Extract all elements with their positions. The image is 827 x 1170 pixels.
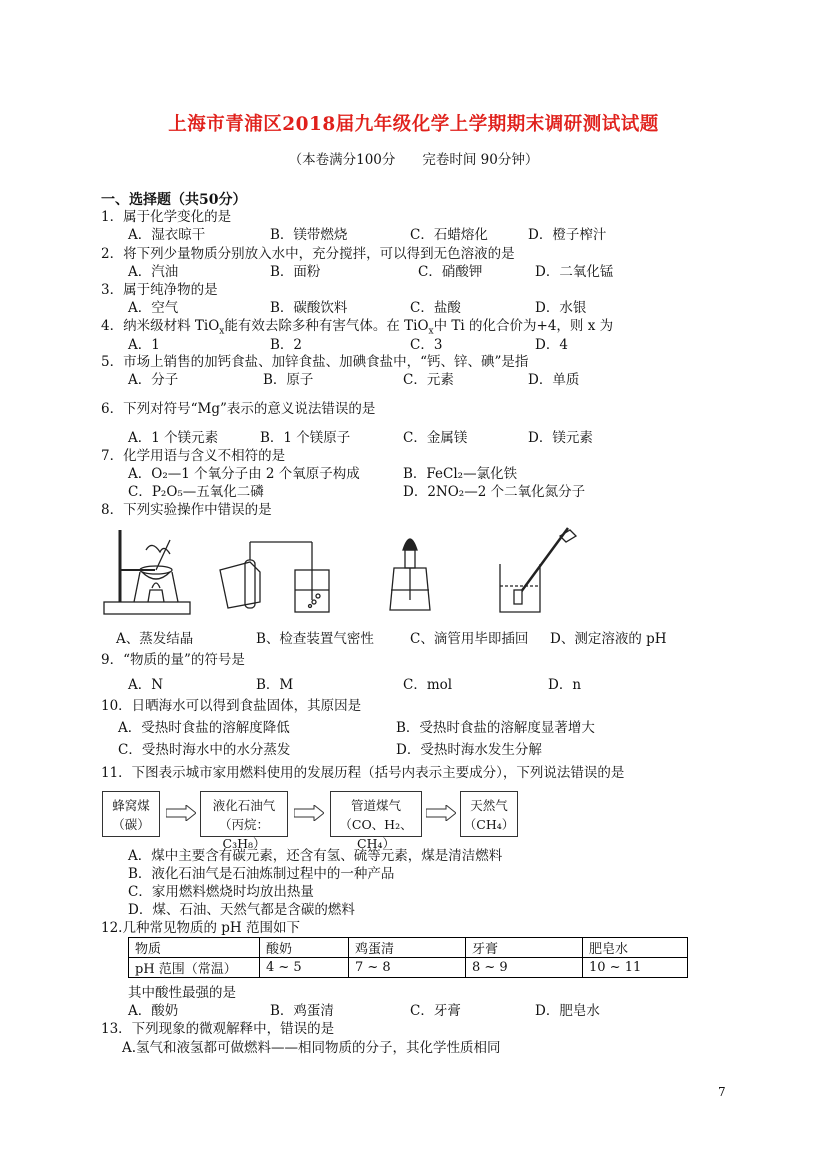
flow-box-formula: （CO、H₂、CH₄） [339,817,413,851]
q12-option-d: D．肥皂水 [535,1003,600,1019]
q7-option-d: D．2NO₂—2 个二氧化氮分子 [403,484,586,500]
dropper-bottle [390,539,430,610]
q12-option-c: C．牙膏 [410,1003,461,1019]
q4-option-b: B．2 [270,337,303,353]
q2-option-c: C．硝酸钾 [418,264,483,280]
q3-option-c: C．盐酸 [410,300,461,316]
q4-option-a: A．1 [128,337,160,353]
flow-box-formula: （碳） [112,817,150,832]
table-cell: 10 ~ 11 [583,958,688,978]
q9-option-a: A．N [128,677,164,693]
flow-box-natural-gas [460,791,518,837]
flow-box-formula: （丙烷：C₃H₈） [218,817,269,851]
flow-box-lpg [200,791,288,851]
page-subtitle: （本卷满分100分 完卷时间 90分钟） [288,152,539,168]
q4-stem-part: 中 Ti 的化合价为+4，则 x 为 [433,318,614,334]
q10-option-a: A．受热时食盐的溶解度降低 [118,720,290,736]
lab-operations-figure [100,520,680,625]
q5-option-c: C．元素 [403,372,454,388]
q12-option-a: A．酸奶 [128,1003,179,1019]
page-number: 7 [718,1085,726,1099]
q4-option-c: C．3 [410,337,443,353]
q8-stem: 8．下列实验操作中错误的是 [101,502,272,518]
q3-option-a: A．空气 [128,300,179,316]
table-cell: 肥皂水 [583,938,688,958]
ph-range-table [128,937,688,978]
q13-stem: 13．下列现象的微观解释中，错误的是 [101,1021,335,1037]
q3-option-b: B．碳酸饮料 [270,300,348,316]
q6-option-a: A．1 个镁元素 [128,430,219,446]
q8-option-a: A、蒸发结晶 [116,631,194,647]
table-cell: 鸡蛋清 [349,938,466,958]
q4-subscript: x [219,326,225,337]
q4-option-d: D．4 [535,337,568,353]
q6-option-c: C．金属镁 [403,430,468,446]
q3-stem: 3．属于纯净物的是 [101,282,218,298]
q10-option-d: D．受热时海水发生分解 [396,742,542,758]
table-cell: 4 ~ 5 [260,958,349,978]
q5-stem: 5．市场上销售的加钙食盐、加锌食盐、加碘食盐中，“钙、锌、碘”是指 [101,354,529,370]
q6-option-b: B．1 个镁原子 [260,430,351,446]
q7-stem: 7．化学用语与含义不相符的是 [101,448,286,464]
q12-stem: 12.几种常见物质的 pH 范围如下 [101,920,300,936]
page-title: 上海市青浦区2018届九年级化学上学期期末调研测试试题 [168,114,659,135]
q4-stem-part: 4．纳米级材料 TiO [101,318,220,334]
q13-option-a: A.氢气和液氢都可做燃料——相同物质的分子，其化学性质相同 [122,1040,501,1056]
q1-stem: 1．属于化学变化的是 [101,209,232,225]
q7-option-a: A．O₂—1 个氧分子由 2 个氧原子构成 [128,466,360,482]
arrow-icon [166,805,196,821]
q11-option-d: D．煤、石油、天然气都是含碳的燃料 [128,902,355,918]
q7-option-b: B．FeCl₂—氯化铁 [403,466,518,482]
q10-stem: 10．日晒海水可以得到食盐固体，其原因是 [101,698,362,714]
table-cell: 酸奶 [260,938,349,958]
q4-stem-part: 能有效去除多种有害气体。在 TiO [224,318,429,334]
q11-stem: 11．下图表示城市家用燃料使用的发展历程（括号内表示主要成分），下列说法错误的是 [101,765,625,781]
q1-option-c: C．石蜡熔化 [410,227,488,243]
q9-option-b: B．M [256,677,294,693]
q11-option-a: A．煤中主要含有碳元素，还含有氢、硫等元素，煤是清洁燃料 [128,848,503,864]
q1-option-d: D．橙子榨汁 [528,227,607,243]
section-heading: 一、选择题（共50分） [101,192,247,208]
table-cell: 7 ~ 8 [349,958,466,978]
flow-box-label: 蜂窝煤 [112,798,150,813]
q4-subscript: x [428,326,434,337]
q2-option-b: B．面粉 [270,264,321,280]
q10-option-c: C．受热时海水中的水分蒸发 [118,742,291,758]
table-header-row [129,938,688,958]
flow-box-label: 液化石油气 [212,798,276,813]
evaporation-apparatus [104,530,190,614]
q12-option-b: B．鸡蛋清 [270,1003,334,1019]
q6-stem: 6．下列对符号“Mg”表示的意义说法错误的是 [101,401,376,417]
airtightness-apparatus [220,542,329,612]
q9-option-c: C．mol [403,677,453,693]
q5-option-a: A．分子 [128,372,179,388]
q8-option-c: C、滴管用毕即插回 [410,631,529,647]
arrow-icon [294,805,324,821]
q9-option-d: D．n [548,677,582,693]
table-cell: pH 范围（常温） [129,958,260,978]
q1-option-b: B．镁带燃烧 [270,227,348,243]
q11-option-c: C．家用燃料燃烧时均放出热量 [128,884,314,900]
q1-option-a: A．湿衣晾干 [128,227,206,243]
flow-box-label: 天然气 [470,798,508,813]
flow-box-formula: （CH₄） [463,817,515,832]
table-cell: 8 ~ 9 [466,958,583,978]
q5-option-b: B．原子 [263,372,314,388]
fuel-flow-diagram [102,791,522,851]
flow-box-label: 管道煤气 [350,798,401,813]
arrow-icon [426,805,456,821]
q11-option-b: B．液化石油气是石油炼制过程中的一种产品 [128,866,395,882]
q3-option-d: D．水银 [535,300,587,316]
table-row [129,958,688,978]
flow-box-honeycomb-coal [102,791,160,837]
q2-option-a: A．汽油 [128,264,179,280]
flow-box-pipeline-gas [330,791,422,851]
table-cell: 牙膏 [466,938,583,958]
q8-option-d: D、测定溶液的 pH [550,631,667,647]
q2-option-d: D．二氧化锰 [535,264,614,280]
ph-test-apparatus [500,528,576,612]
q7-option-c: C．P₂O₅—五氧化二磷 [128,484,264,500]
q10-option-b: B．受热时食盐的溶解度显著增大 [396,720,595,736]
q6-option-d: D．镁元素 [528,430,593,446]
q9-stem: 9．“物质的量”的符号是 [101,652,245,668]
table-cell: 物质 [129,938,260,958]
q5-option-d: D．单质 [528,372,580,388]
q8-option-b: B、检查装置气密性 [256,631,374,647]
q2-stem: 2．将下列少量物质分别放入水中，充分搅拌，可以得到无色溶液的是 [101,246,515,262]
q12-ask: 其中酸性最强的是 [128,985,236,1001]
